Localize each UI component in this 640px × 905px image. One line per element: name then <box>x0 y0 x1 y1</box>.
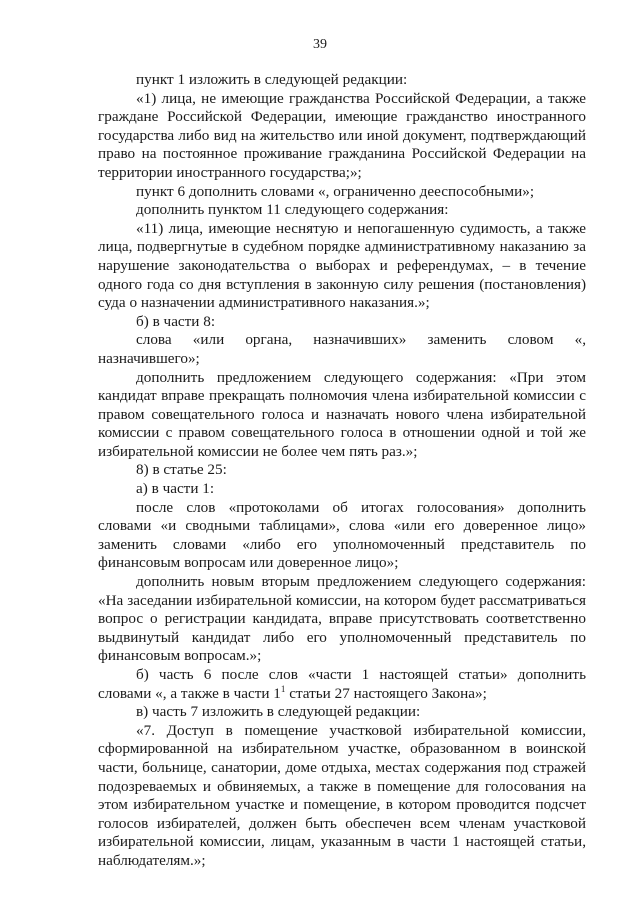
page-number: 39 <box>313 37 327 52</box>
paragraph-part-1-amendment: после слов «протоколами об итогах голосования» дополнить словами «и сводными таблицами», слова «или его доверенное лицо» заменить словами «либо его уполномоченный представитель по финансовым вопросам или доверенное лицо»; <box>98 498 586 572</box>
paragraph-part-8-replace: слова «или органа, назначивших» заменить словом «, назначившего»; <box>98 331 586 367</box>
paragraph-part-7-heading: в) часть 7 изложить в следующей редакции: <box>136 703 421 721</box>
paragraph-part-6-text-before: б) часть 6 после слов «части 1 настоящей статьи» дополнить словами «, а также в части 1 <box>98 666 586 702</box>
paragraph-item-11-heading: дополнить пунктом 11 следующего содержания: <box>136 201 449 219</box>
document-body <box>98 71 586 871</box>
paragraph-item-1-text: «1) лица, не имеющие гражданства Российской Федерации, а также граждане Российской Федерации, имеющие гражданство иностранного государства либо вид на жительство или иной документ, подтверждающий право на постоянное проживание гражданина Российской Федерации на территории иностранного государства;»; <box>98 89 586 181</box>
paragraph-item-1-heading: пункт 1 изложить в следующей редакции: <box>136 71 408 88</box>
paragraph-part-8-heading: б) в части 8: <box>136 312 216 330</box>
paragraph-part-6-text-after: статьи 27 настоящего Закона»; <box>285 684 487 702</box>
paragraph-part-6-amendment <box>98 666 586 703</box>
paragraph-part-7-text: «7. Доступ в помещение участковой избирательной комиссии, сформированной на избирательном участке, образованном в воинской части, больнице, санатории, доме отдыха, местах содержания под стражей подозреваемых и обвиняемых, а также в помещение для голосования на этом избирательном участке и помещение, в котором проводится подсчет голосов избирателей, должен быть обеспечен всем членам участковой избирательной комиссии, лицам, указанным в части 1 настоящей статьи, наблюдателям.»; <box>98 721 586 869</box>
paragraph-part-1-heading: а) в части 1: <box>136 480 215 498</box>
paragraph-part-8-addition: дополнить предложением следующего содержания: «При этом кандидат вправе прекращать полномочия члена избирательной комиссии с правом совещательного голоса и назначать нового члена избирательной комиссии с правом совещательного голоса в отношении одной и той же избирательной комиссии не более чем пять раз.»; <box>98 368 586 460</box>
paragraph-part-1-addition: дополнить новым вторым предложением следующего содержания: «На заседании избирательной комиссии, на котором будет рассматриваться вопрос о регистрации кандидата, вправе присутствовать соответственно выдвинутый кандидат либо его уполномоченный представитель по финансовым вопросам.»; <box>98 573 586 665</box>
paragraph-item-6-amendment: пункт 6 дополнить словами «, ограниченно дееспособными»; <box>136 182 535 200</box>
superscript-index: 1 <box>280 683 286 694</box>
paragraph-item-11-text: «11) лица, имеющие неснятую и непогашенную судимость, а также лица, подвергнутые в судебном порядке административному наказанию за нарушение законодательства о выборах и референдумах, – в течение одного года со дня вступления в законную силу решения (постановления) суда о назначении административного наказания.»; <box>98 219 586 312</box>
paragraph-article-25-heading: 8) в статье 25: <box>136 461 227 479</box>
